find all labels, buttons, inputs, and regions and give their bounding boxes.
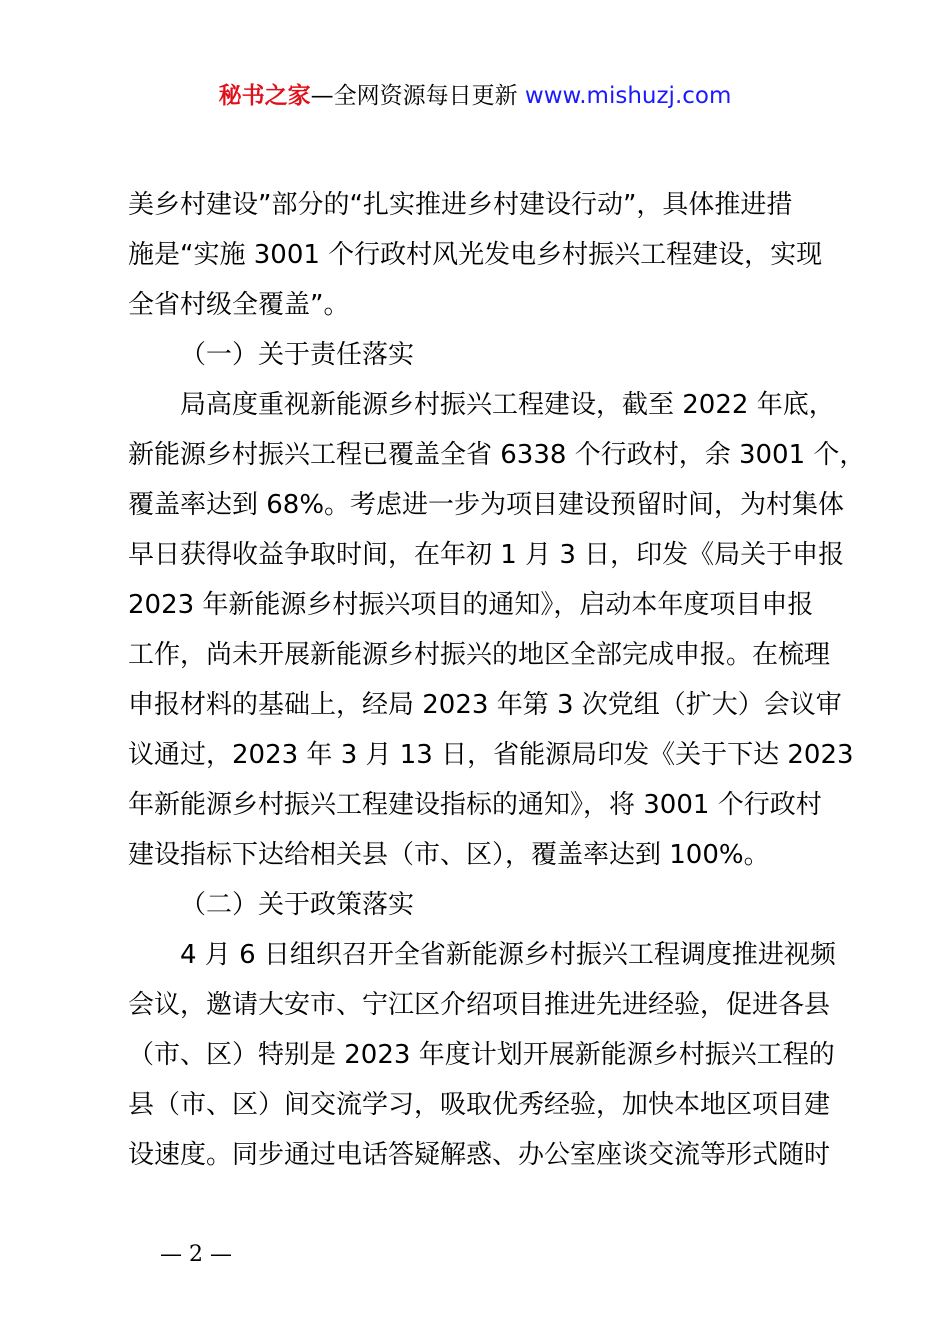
paragraph-line: 2023 年新能源乡村振兴项目的通知》，启动本年度项目申报 bbox=[128, 590, 814, 620]
paragraph-line: 申报材料的基础上，经局 2023 年第 3 次党组（扩大）会议审 bbox=[128, 690, 842, 720]
page-number: — 2 — bbox=[160, 1242, 232, 1267]
paragraph-line: （市、区）特别是 2023 年度计划开展新能源乡村振兴工程的 bbox=[128, 1040, 835, 1070]
paragraph-line: 4 月 6 日组织召开全省新能源乡村振兴工程调度推进视频 bbox=[180, 940, 836, 970]
paragraph-line: 议通过，2023 年 3 月 13 日，省能源局印发《关于下达 2023 bbox=[128, 740, 854, 770]
paragraph-line: 县（市、区）间交流学习，吸取优秀经验，加快本地区项目建 bbox=[128, 1090, 831, 1120]
paragraph-line: 局高度重视新能源乡村振兴工程建设，截至 2022 年底， bbox=[180, 390, 835, 420]
site-header bbox=[0, 80, 950, 112]
paragraph-line: 施是“实施 3001 个行政村风光发电乡村振兴工程建设，实现 bbox=[128, 240, 823, 270]
paragraph-line: 新能源乡村振兴工程已覆盖全省 6338 个行政村，余 3001 个， bbox=[128, 440, 866, 470]
paragraph-line: 设速度。同步通过电话答疑解惑、办公室座谈交流等形式随时 bbox=[128, 1140, 831, 1170]
paragraph-line: 美乡村建设”部分的“扎实推进乡村建设行动”，具体推进措 bbox=[128, 190, 793, 220]
paragraph-line: 建设指标下达给相关县（市、区），覆盖率达到 100%。 bbox=[128, 840, 770, 870]
section-heading-2: （二）关于政策落实 bbox=[180, 890, 415, 920]
section-heading-1: （一）关于责任落实 bbox=[180, 340, 415, 370]
paragraph-line: 覆盖率达到 68%。考虑进一步为项目建设预留时间，为村集体 bbox=[128, 490, 845, 520]
paragraph-line: 会议，邀请大安市、宁江区介绍项目推进先进经验，促进各县 bbox=[128, 990, 831, 1020]
paragraph-line: 全省村级全覆盖”。 bbox=[128, 290, 350, 320]
paragraph-line: 早日获得收益争取时间，在年初 1 月 3 日，印发《局关于申报 bbox=[128, 540, 845, 570]
document-body bbox=[128, 180, 866, 1180]
site-brand: 秘书之家 bbox=[218, 83, 311, 109]
site-url[interactable]: www.mishuzj.com bbox=[524, 83, 732, 109]
paragraph-line: 年新能源乡村振兴工程建设指标的通知》，将 3001 个行政村 bbox=[128, 790, 822, 820]
site-slogan: —全网资源每日更新 bbox=[310, 83, 525, 109]
paragraph-line: 工作，尚未开展新能源乡村振兴的地区全部完成申报。在梳理 bbox=[128, 640, 831, 670]
